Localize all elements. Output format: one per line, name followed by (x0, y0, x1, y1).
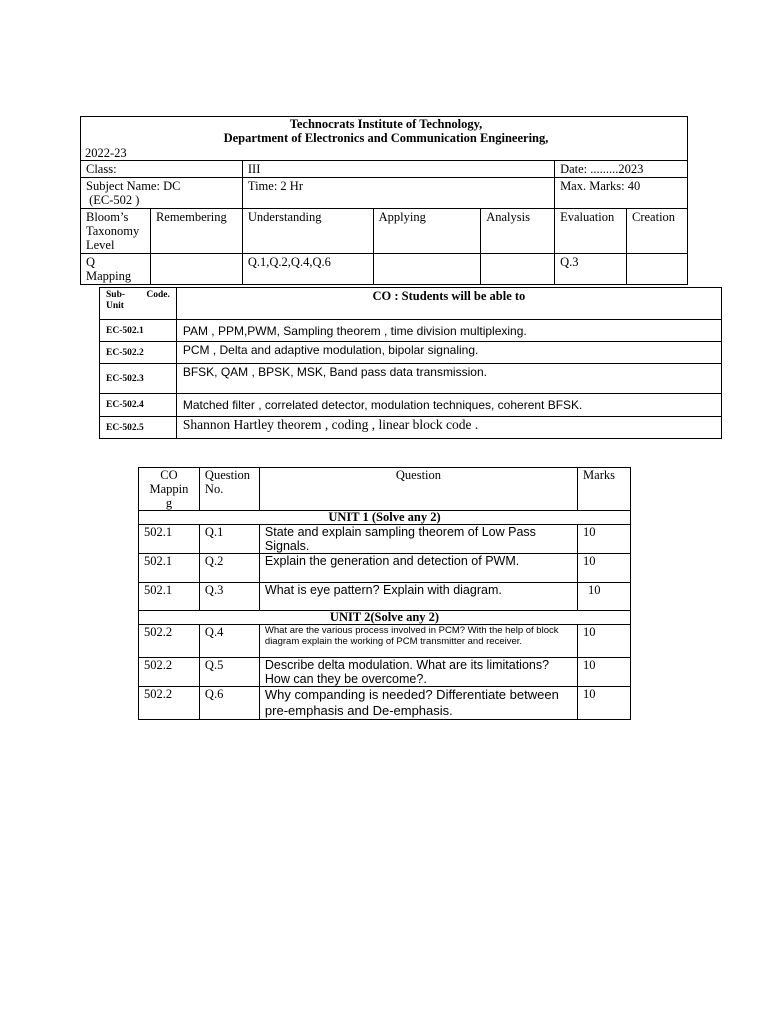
question-marks: 10 (578, 583, 631, 611)
co-description: Matched filter , correlated detector, modulation techniques, coherent BFSK. (176, 394, 721, 417)
co-description: PCM , Delta and adaptive modulation, bipolar signaling. (176, 342, 721, 364)
co-description: Shannon Hartley theorem , coding , linear block code . (176, 417, 721, 439)
bloom-level: Applying (373, 209, 481, 254)
co-row (100, 417, 722, 439)
header-title-cell (81, 117, 688, 161)
question-number: Q.5 (199, 658, 259, 687)
question-marks: 10 (578, 658, 631, 687)
institute-name: Technocrats Institute of Technology, (289, 117, 483, 131)
subject-name (81, 178, 243, 209)
question-number: Q.3 (199, 583, 259, 611)
mapping-cell (481, 254, 555, 285)
question-text: State and explain sampling theorem of Low Pass Signals. (259, 525, 577, 554)
question-marks: 10 (578, 625, 631, 658)
question-marks: 10 (578, 687, 631, 720)
question-number: Q.4 (199, 625, 259, 658)
co-row (100, 394, 722, 417)
bloom-label-line: Level (86, 238, 115, 252)
question-row (139, 687, 631, 720)
exam-date: Date: .........2023 (555, 161, 688, 178)
question-co: 502.1 (139, 525, 200, 554)
bloom-level: Remembering (150, 209, 242, 254)
unit-1-heading: UNIT 1 (Solve any 2) (139, 511, 631, 525)
subject-line-2: (EC-502 ) (86, 193, 140, 207)
question-no-header (199, 468, 259, 511)
question-number: Q.2 (199, 554, 259, 583)
co-description: BFSK, QAM , BPSK, MSK, Band pass data transmission. (176, 364, 721, 394)
co-header-line: Mappin (149, 482, 189, 496)
unit-2-heading: UNIT 2(Solve any 2) (139, 611, 631, 625)
co-header-sub: Sub- (106, 290, 126, 300)
question-co: 502.2 (139, 687, 200, 720)
department-name: Department of Electronics and Communication Engineering, (223, 131, 549, 145)
mapping-label-line: Q (86, 255, 96, 269)
bloom-row-label (81, 209, 151, 254)
question-text: Why companding is needed? Differentiate between pre-emphasis and De-emphasis. (259, 687, 577, 720)
question-row (139, 525, 631, 554)
question-marks: 10 (578, 554, 631, 583)
question-row (139, 658, 631, 687)
co-code: EC-502.4 (100, 394, 177, 417)
question-header: Question (259, 468, 577, 511)
question-number: Q.6 (199, 687, 259, 720)
bloom-level: Creation (627, 209, 688, 254)
session-year: 2022-23 (85, 146, 127, 160)
exam-time: Time: 2 Hr (242, 178, 554, 209)
question-co: 502.2 (139, 658, 200, 687)
question-row (139, 583, 631, 611)
co-heading: CO : Students will be able to (176, 288, 721, 320)
bloom-level-row (81, 209, 688, 254)
co-mapping-header (139, 468, 200, 511)
bloom-label-line: Taxonomy (86, 224, 140, 238)
question-text: What are the various process involved in PCM? With the help of block diagram explain the working of PCM transmitter and receiver. (259, 625, 577, 658)
co-header-unit: Unit (106, 301, 124, 311)
mapping-cell (373, 254, 481, 285)
question-table (138, 467, 631, 720)
co-row (100, 364, 722, 394)
subject-line-1: Subject Name: DC (86, 179, 181, 193)
question-marks: 10 (578, 525, 631, 554)
mapping-cell (627, 254, 688, 285)
marks-header: Marks (578, 468, 631, 511)
co-description: PAM , PPM,PWM, Sampling theorem , time division multiplexing. (176, 320, 721, 342)
co-code: EC-502.2 (100, 342, 177, 364)
question-row (139, 554, 631, 583)
mapping-row-label (81, 254, 151, 285)
co-code-header (100, 288, 177, 320)
co-header-code: Code. (146, 290, 170, 300)
bloom-level: Analysis (481, 209, 555, 254)
co-header-line: CO (160, 468, 178, 482)
co-code: EC-502.5 (100, 417, 177, 439)
question-co: 502.1 (139, 583, 200, 611)
question-row (139, 625, 631, 658)
header-table (80, 116, 688, 285)
co-code: EC-502.1 (100, 320, 177, 342)
mapping-cell: Q.3 (555, 254, 627, 285)
course-outcome-table (99, 287, 722, 439)
question-co: 502.2 (139, 625, 200, 658)
question-text: Explain the generation and detection of PWM. (259, 554, 577, 583)
qno-header-line: No. (204, 482, 224, 496)
bloom-label-line: Bloom’s (86, 210, 129, 224)
max-marks: Max. Marks: 40 (555, 178, 688, 209)
mapping-label-line: Mapping (86, 269, 132, 283)
co-row (100, 342, 722, 364)
question-co: 502.1 (139, 554, 200, 583)
mapping-cell: Q.1,Q.2,Q.4,Q.6 (242, 254, 373, 285)
question-table-header (139, 468, 631, 511)
co-row (100, 320, 722, 342)
bloom-level: Evaluation (555, 209, 627, 254)
question-text: What is eye pattern? Explain with diagram. (259, 583, 577, 611)
co-code: EC-502.3 (100, 364, 177, 394)
qno-header-line: Question (204, 468, 251, 482)
question-number: Q.1 (199, 525, 259, 554)
class-value: III (242, 161, 554, 178)
mapping-cell (150, 254, 242, 285)
class-label: Class: (81, 161, 243, 178)
bloom-level: Understanding (242, 209, 373, 254)
co-header-line: g (165, 496, 173, 510)
bloom-mapping-row (81, 254, 688, 285)
question-text: Describe delta modulation. What are its limitations? How can they be overcome?. (259, 658, 577, 687)
